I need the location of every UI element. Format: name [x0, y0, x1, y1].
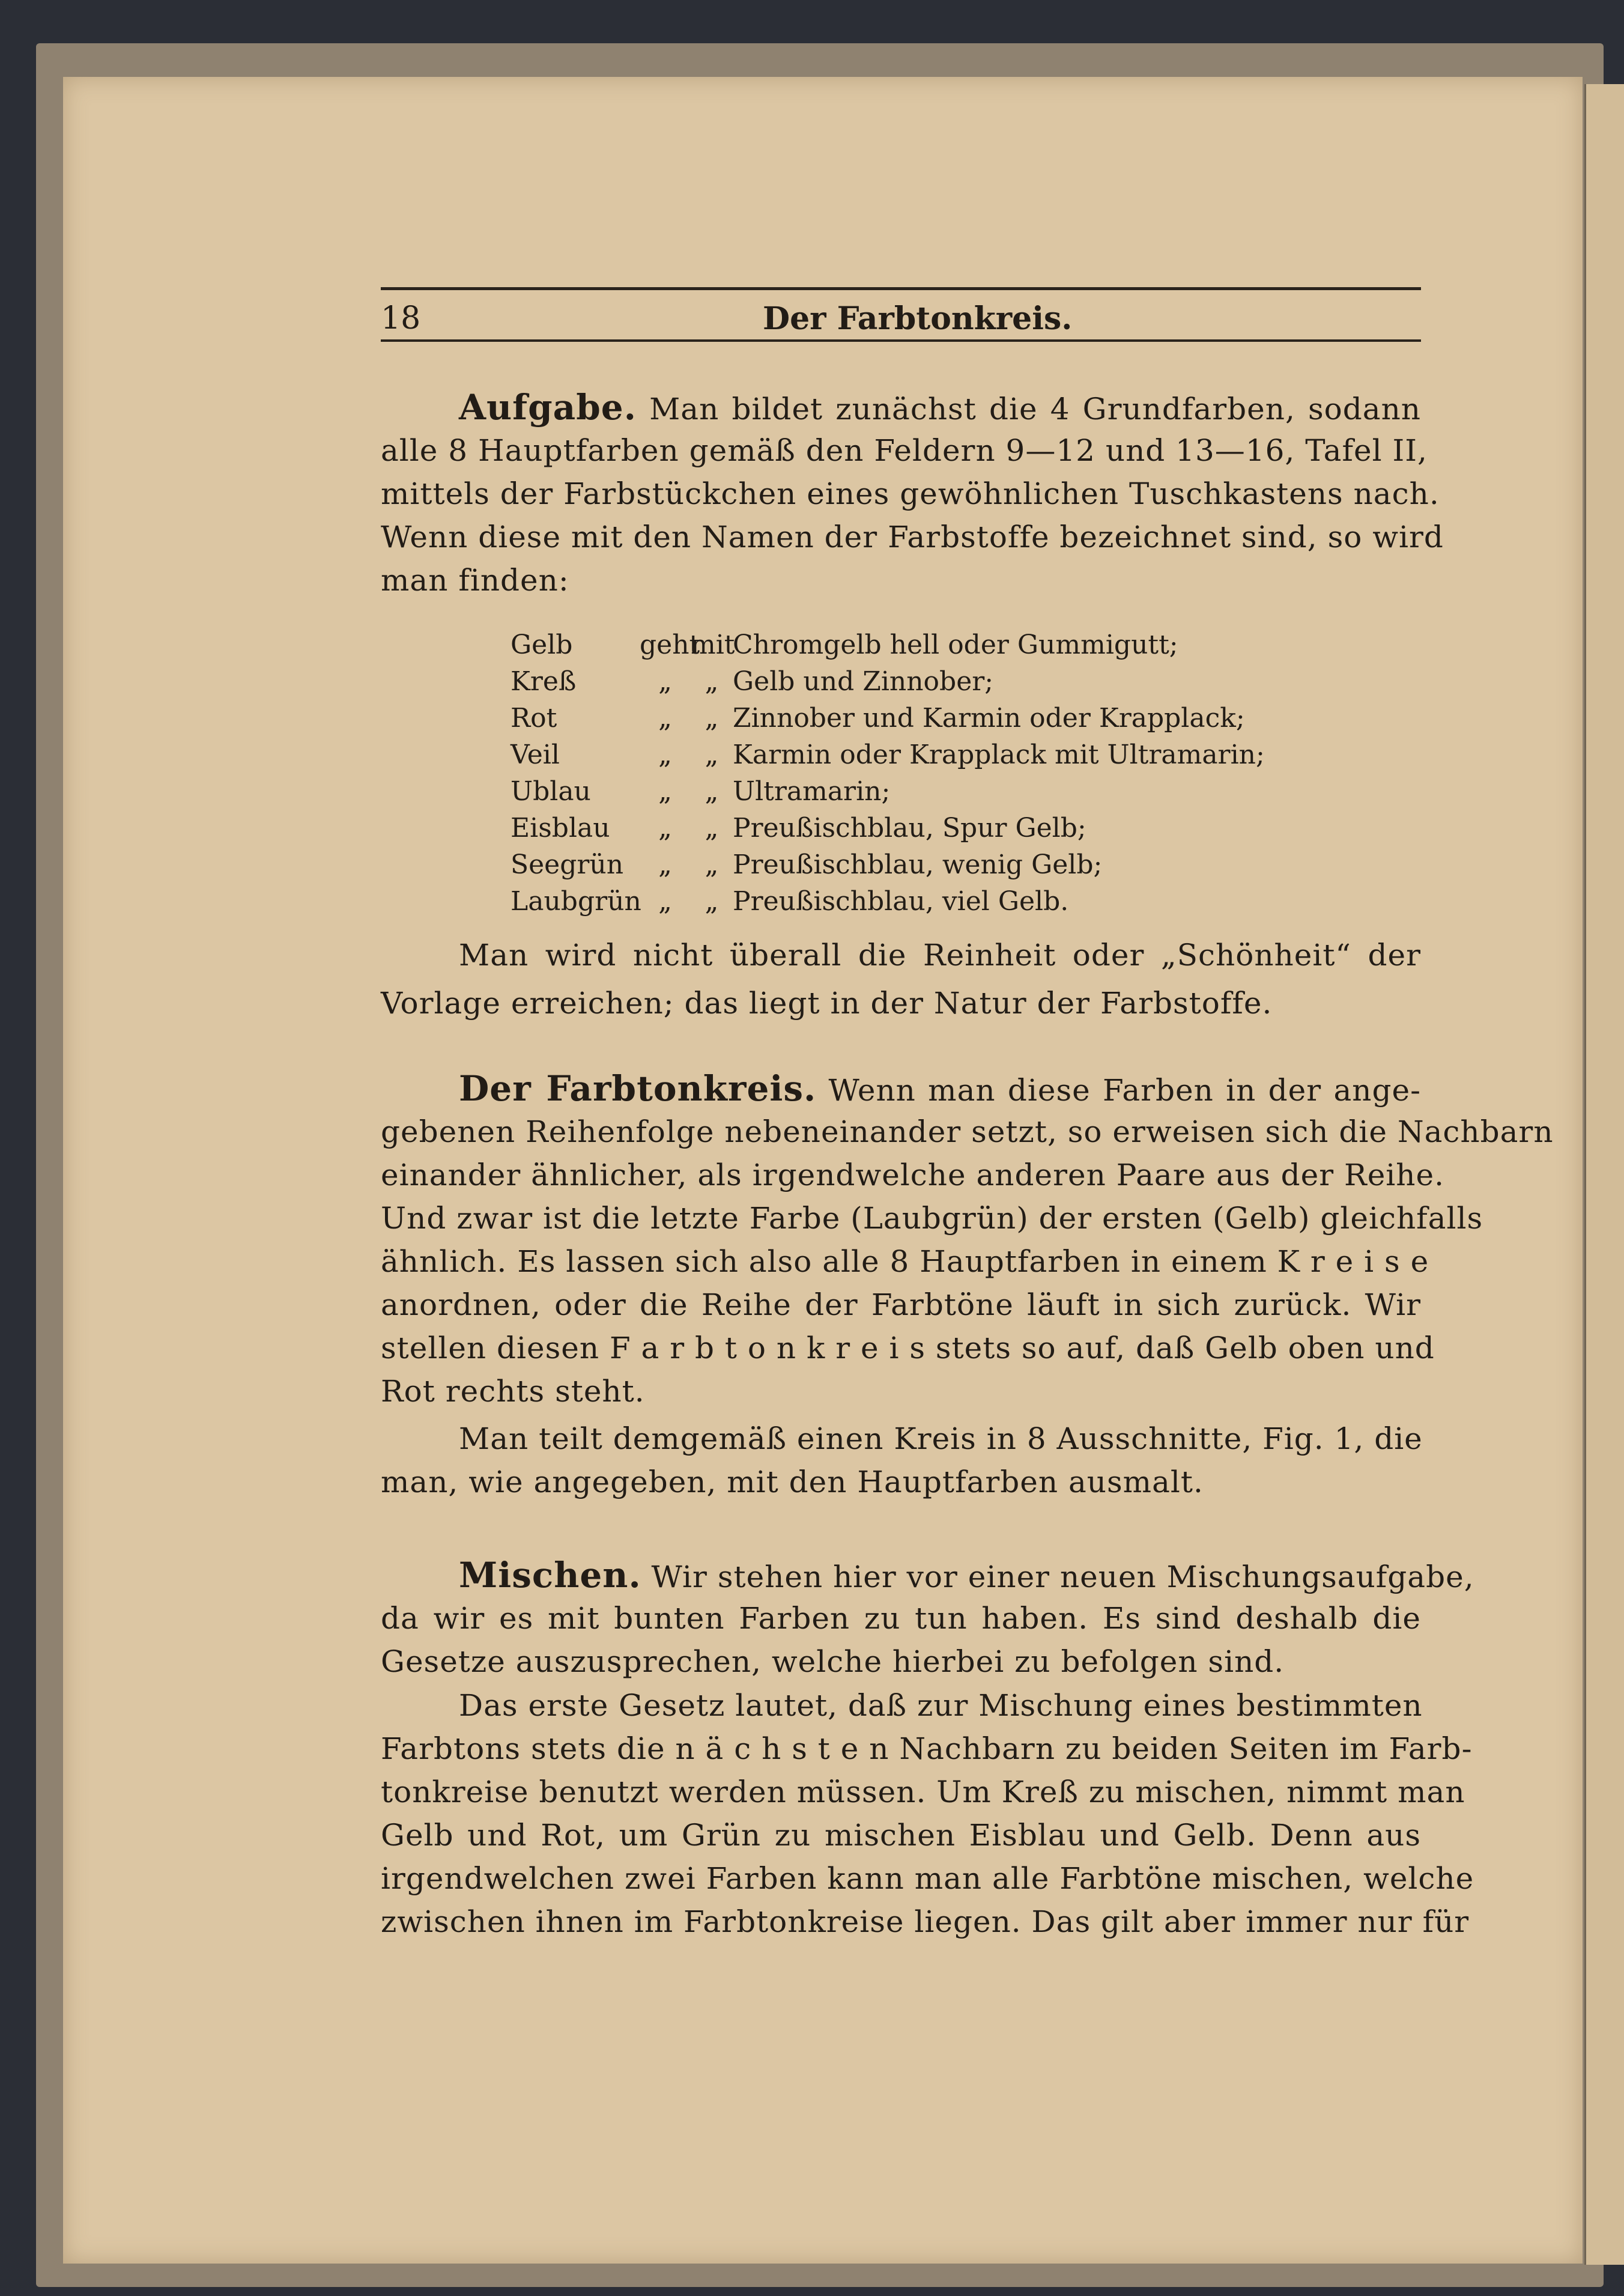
page-number: 18: [381, 300, 421, 336]
text-line: Wenn diese mit den Namen der Farbstoffe bezeichnet sind, so wird: [381, 520, 1444, 554]
text-line: Wenn man diese Farben in der ange-: [828, 1073, 1421, 1108]
text-line: stellen diesen F a r b t o n k r e i s stets so auf, daß Gelb oben und: [381, 1331, 1435, 1365]
ditto-mark: „: [658, 849, 672, 880]
pigments: Zinnober und Karmin oder Krapplack;: [733, 703, 1245, 733]
text-line: einander ähnlicher, als irgendwelche anderen Paare aus der Reihe.: [381, 1158, 1444, 1192]
ditto-mark: „: [658, 740, 672, 770]
ditto-mark: „: [658, 666, 672, 697]
table-row: [511, 810, 1265, 846]
ditto-mark: „: [704, 740, 719, 770]
ditto-mark: „: [704, 886, 719, 917]
text-line: mittels der Farbstückchen eines gewöhnlichen Tuschkastens nach.: [381, 476, 1440, 511]
text-line: alle 8 Hauptfarben gemäß den Feldern 9—12 und 13—16, Tafel II,: [381, 433, 1428, 468]
ditto-mark: „: [704, 703, 719, 733]
table-row: [511, 773, 1265, 810]
paragraph-aufgabe: [381, 386, 1444, 602]
pigments: Preußischblau, Spur Gelb;: [733, 813, 1086, 843]
ditto-mark: „: [658, 776, 672, 807]
color-name: Kreß: [511, 666, 577, 697]
paragraph-erstes-gesetz: [381, 1684, 1474, 1943]
pigments: Gelb und Zinnober;: [733, 666, 994, 697]
paragraph-reinheit: [381, 931, 1421, 1027]
ditto-mark: „: [658, 886, 672, 917]
text-line: Farbtons stets die n ä c h s t e n Nachbarn zu beiden Seiten im Farb-: [381, 1731, 1473, 1766]
pigment-table: [511, 627, 1265, 920]
color-name: Eisblau: [511, 813, 610, 843]
text-line: Vorlage erreichen; das liegt in der Natur der Farbstoffe.: [381, 986, 1273, 1021]
paragraph-mischen: [381, 1553, 1474, 1683]
verb: geht: [640, 630, 700, 660]
text-line: tonkreise benutzt werden müssen. Um Kreß zu mischen, nimmt man: [381, 1775, 1465, 1809]
preposition: mit: [691, 630, 735, 660]
ditto-mark: „: [704, 776, 719, 807]
pigments: Preußischblau, wenig Gelb;: [733, 849, 1103, 880]
table-row: [511, 627, 1265, 663]
pigments: Karmin oder Krapplack mit Ultramarin;: [733, 740, 1265, 770]
table-row: [511, 846, 1265, 883]
text-line: zwischen ihnen im Farbtonkreise liegen. Das gilt aber immer nur für: [381, 1904, 1470, 1939]
facing-page-edge: [1584, 84, 1624, 2265]
paragraph-kreis-teilen: [381, 1417, 1421, 1504]
text-line: irgendwelchen zwei Farben kann man alle Farbtöne mischen, welche: [381, 1861, 1474, 1896]
ditto-mark: „: [704, 849, 719, 880]
text-line: anordnen, oder die Reihe der Farbtöne läuft in sich zurück. Wir: [381, 1287, 1421, 1322]
pigments: Ultramarin;: [733, 776, 891, 807]
ditto-mark: „: [658, 703, 672, 733]
table-row: [511, 700, 1265, 736]
text-line: da wir es mit bunten Farben zu tun haben. Es sind deshalb die: [381, 1601, 1421, 1636]
pigments: Preußischblau, viel Gelb.: [733, 886, 1069, 917]
text-line: Man teilt demgemäß einen Kreis in 8 Ausschnitte, Fig. 1, die: [459, 1421, 1423, 1456]
color-name: Ublau: [511, 776, 591, 807]
text-line: ähnlich. Es lassen sich also alle 8 Hauptfarben in einem K r e i s e: [381, 1244, 1429, 1279]
text-line: Das erste Gesetz lautet, daß zur Mischung eines bestimmten: [459, 1688, 1423, 1723]
text-line: gebenen Reihenfolge nebeneinander setzt, so erweisen sich die Nachbarn: [381, 1114, 1554, 1149]
paragraph-lead: Aufgabe.: [459, 387, 637, 428]
table-row: [511, 736, 1265, 773]
text-line: Rot rechts steht.: [381, 1374, 645, 1409]
color-name: Rot: [511, 703, 557, 733]
pigments: Chromgelb hell oder Gummigutt;: [733, 630, 1178, 660]
text-line: Und zwar ist die letzte Farbe (Laubgrün) der ersten (Gelb) gleichfalls: [381, 1201, 1483, 1236]
running-title: Der Farbtonkreis.: [763, 300, 1073, 337]
paragraph-lead: Der Farbtonkreis.: [459, 1068, 817, 1109]
text-line: Man wird nicht überall die Reinheit oder „Schönheit“ der: [459, 938, 1421, 973]
header-rule-top: [381, 287, 1421, 290]
color-name: Gelb: [511, 630, 573, 660]
header-rule-bottom: [381, 339, 1421, 342]
paragraph-lead: Mischen.: [459, 1555, 641, 1596]
ditto-mark: „: [704, 666, 719, 697]
table-row: [511, 663, 1265, 700]
ditto-mark: „: [658, 813, 672, 843]
ditto-mark: „: [704, 813, 719, 843]
paragraph-farbtonkreis: [381, 1067, 1554, 1413]
color-name: Laubgrün: [511, 886, 641, 917]
text-line: man finden:: [381, 563, 569, 598]
text-line: Gesetze auszusprechen, welche hierbei zu befolgen sind.: [381, 1644, 1285, 1679]
text-line: Gelb und Rot, um Grün zu mischen Eisblau und Gelb. Denn aus: [381, 1818, 1421, 1853]
text-line: Wir stehen hier vor einer neuen Mischungsaufgabe,: [651, 1560, 1474, 1594]
table-row: [511, 883, 1265, 920]
text-line: man, wie angegeben, mit den Hauptfarben ausmalt.: [381, 1465, 1204, 1499]
color-name: Seegrün: [511, 849, 624, 880]
color-name: Veil: [511, 740, 560, 770]
text-line: Man bildet zunächst die 4 Grundfarben, sodann: [649, 392, 1421, 427]
